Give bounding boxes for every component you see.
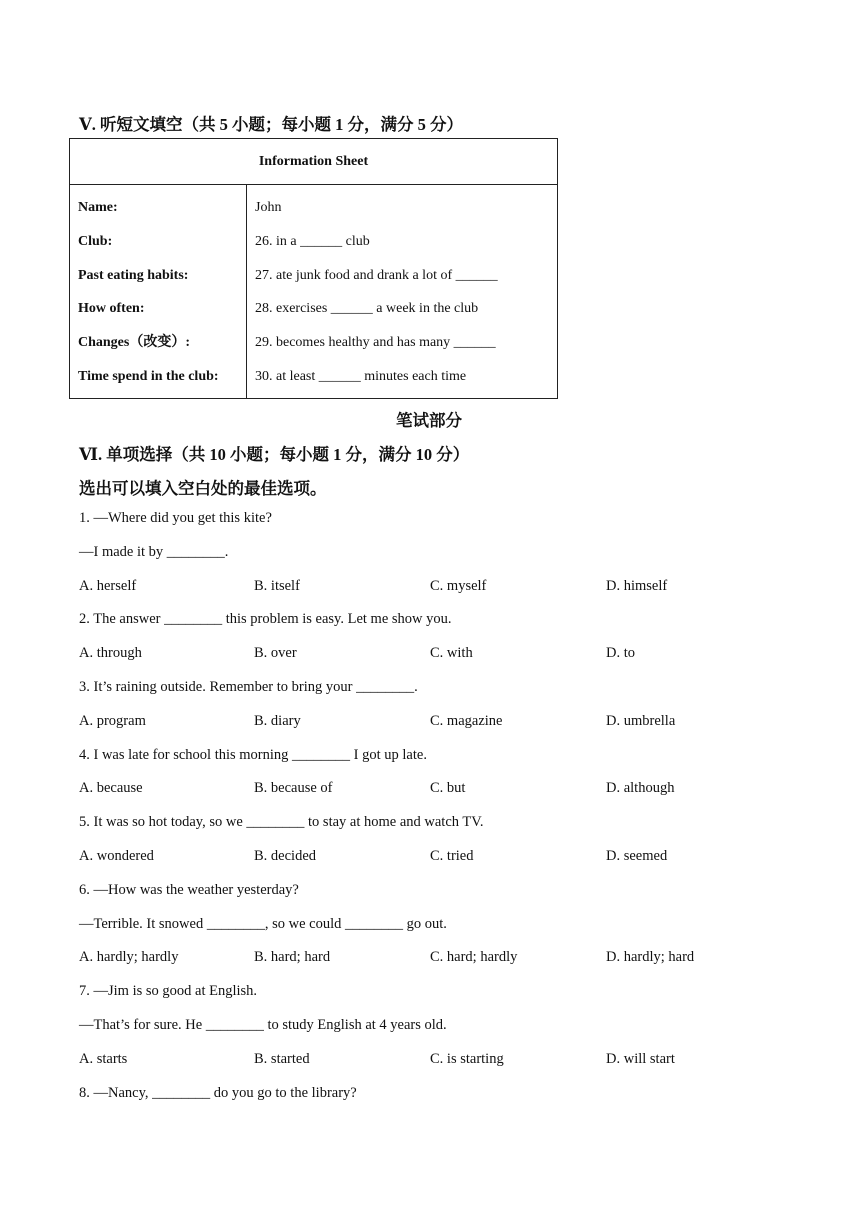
q4-option-b: B. because of [254, 780, 333, 796]
sheet-labels-column [70, 185, 247, 399]
question-4: 4. I was late for school this morning ________ I got up late. [79, 747, 427, 763]
q5-option-b: B. decided [254, 848, 317, 864]
label-club: Club: [78, 233, 113, 249]
value-changes: 29. becomes healthy and has many ______ [255, 335, 496, 351]
q2-option-a: A. through [79, 645, 142, 661]
label-past-eating-habits: Past eating habits: [78, 267, 189, 283]
question-5: 5. It was so hot today, so we ________ to stay at home and watch TV. [79, 814, 484, 830]
section-6-instruction: 选出可以填入空白处的最佳选项。 [79, 479, 327, 498]
q3-option-a: A. program [79, 713, 146, 729]
label-how-often: How often: [78, 301, 145, 317]
q6-option-d: D. hardly; hard [606, 949, 695, 965]
q6-option-b: B. hard; hard [254, 949, 331, 965]
q7-option-b: B. started [254, 1051, 310, 1067]
q1-option-d: D. himself [606, 578, 668, 594]
q2-option-d: D. to [606, 645, 635, 661]
q6-option-a: A. hardly; hardly [79, 949, 179, 965]
question-1-line-2: —I made it by ________. [79, 544, 229, 560]
q3-option-c: C. magazine [430, 713, 503, 729]
q5-option-d: D. seemed [606, 848, 668, 864]
label-time-spend: Time spend in the club: [78, 368, 219, 384]
value-name: John [255, 200, 282, 215]
sheet-title: Information Sheet [70, 139, 558, 185]
q5-option-a: A. wondered [79, 848, 154, 864]
written-part-heading: 笔试部分 [396, 411, 462, 430]
value-time-spend: 30. at least ______ minutes each time [255, 368, 467, 384]
value-club: 26. in a ______ club [255, 233, 370, 249]
section-5-title: Ⅴ. 听短文填空（共 5 小题；每小题 1 分，满分 5 分） [79, 115, 464, 134]
q4-option-c: C. but [430, 780, 466, 796]
q5-option-c: C. tried [430, 848, 474, 864]
question-3: 3. It’s raining outside. Remember to bring your ________. [79, 679, 418, 695]
q1-option-b: B. itself [254, 578, 300, 594]
information-sheet-table [69, 138, 558, 399]
q4-option-d: D. although [606, 780, 675, 796]
q7-option-d: D. will start [606, 1051, 675, 1067]
q6-option-c: C. hard; hardly [430, 949, 518, 965]
q2-option-b: B. over [254, 645, 297, 661]
value-past-eating-habits: 27. ate junk food and drank a lot of ______ [255, 267, 498, 283]
q7-option-a: A. starts [79, 1051, 128, 1067]
question-7-line-2: —That’s for sure. He ________ to study English at 4 years old. [79, 1017, 447, 1033]
section-6-title: Ⅵ. 单项选择（共 10 小题；每小题 1 分，满分 10 分） [79, 445, 470, 464]
question-8: 8. —Nancy, ________ do you go to the library? [79, 1085, 357, 1101]
q3-option-b: B. diary [254, 713, 301, 729]
q3-option-d: D. umbrella [606, 713, 676, 729]
question-6-line-2: —Terrible. It snowed ________, so we could ________ go out. [79, 916, 447, 932]
question-6-line-1: 6. —How was the weather yesterday? [79, 882, 299, 898]
value-how-often: 28. exercises ______ a week in the club [255, 301, 479, 317]
q2-option-c: C. with [430, 645, 473, 661]
sheet-values-column [247, 185, 558, 399]
question-1-line-1: 1. —Where did you get this kite? [79, 510, 272, 526]
question-2: 2. The answer ________ this problem is easy. Let me show you. [79, 611, 452, 627]
label-changes: Changes（改变）: [78, 335, 191, 351]
q4-option-a: A. because [79, 780, 143, 796]
question-7-line-1: 7. —Jim is so good at English. [79, 983, 258, 999]
q1-option-c: C. myself [430, 578, 487, 594]
q1-option-a: A. herself [79, 578, 137, 594]
label-name: Name: [78, 200, 118, 215]
q7-option-c: C. is starting [430, 1051, 504, 1067]
